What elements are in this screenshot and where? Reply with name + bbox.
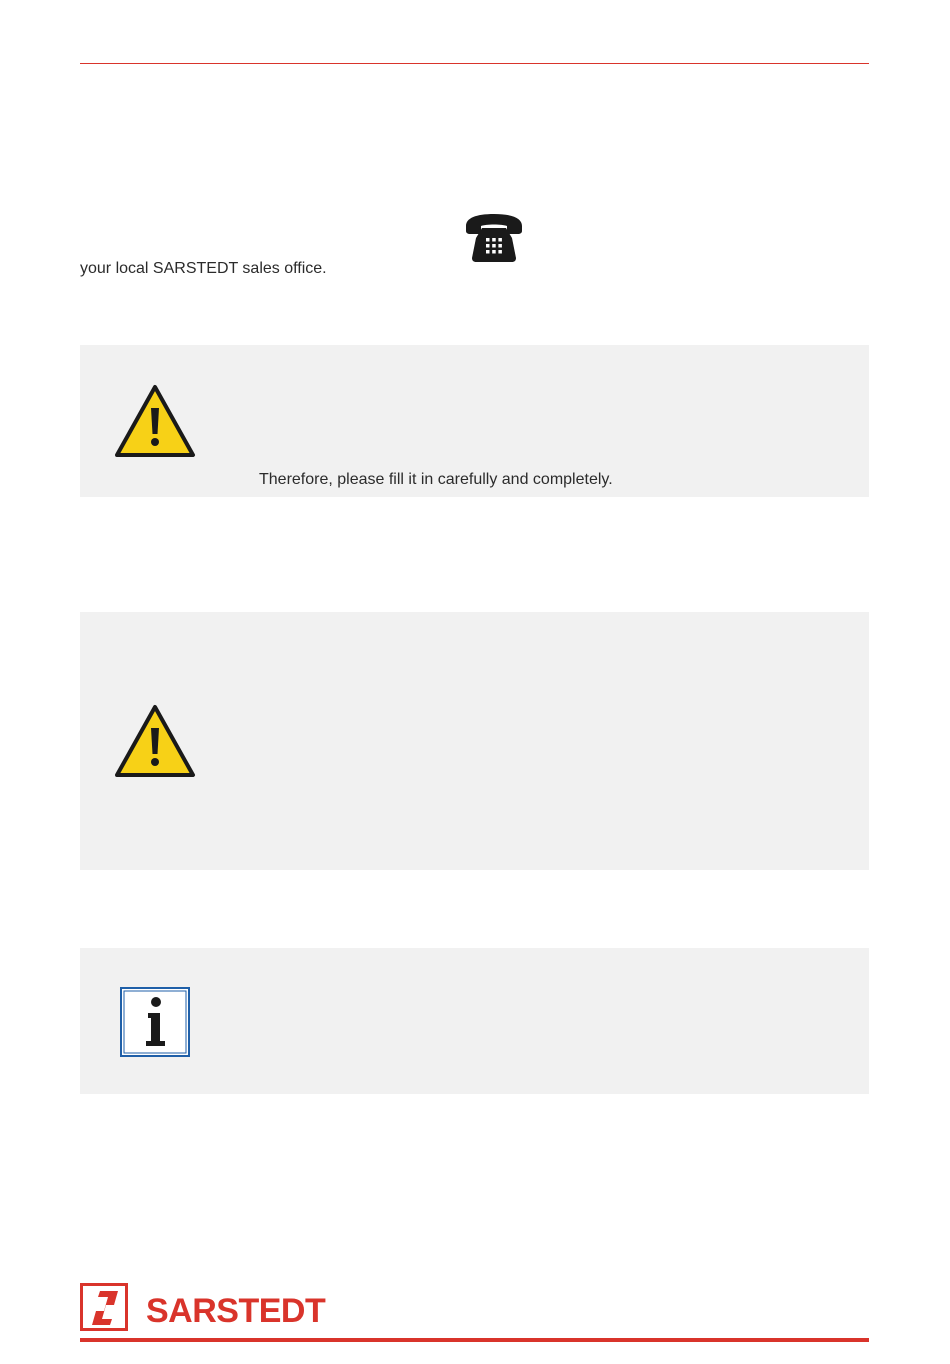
- info-panel: [80, 948, 869, 1094]
- panel-text: Therefore, please fill it in carefully and completely.: [259, 471, 613, 488]
- brand-name: SARSTEDT: [146, 1292, 326, 1330]
- header-rule: [80, 63, 869, 64]
- warning-panel-1: [80, 345, 869, 497]
- warning-icon: [114, 384, 196, 458]
- warning-panel-2: [80, 612, 869, 870]
- intro-text: your local SARSTEDT sales office.: [80, 260, 327, 277]
- info-icon: [120, 987, 190, 1057]
- sarstedt-logo-icon: [80, 1283, 128, 1331]
- telephone-icon: [462, 212, 526, 264]
- warning-icon: [114, 704, 196, 778]
- footer-rule: [80, 1338, 869, 1342]
